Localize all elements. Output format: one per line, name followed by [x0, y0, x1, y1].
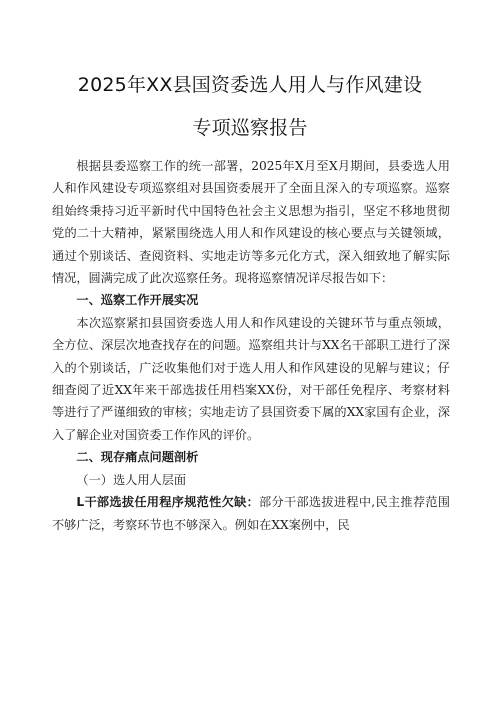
document-title-line-1: 2025年XX县国资委选人用人与作风建设: [77, 74, 423, 96]
item-1-paragraph: [52, 491, 450, 536]
item-1-lead: L干部选拔任用程序规范性欠缺：: [76, 495, 260, 510]
section-2-heading: 二、现存痛点问题剖析: [76, 450, 199, 465]
section-1-heading: 一、巡察工作开展实况: [76, 293, 199, 308]
item-1-text: 部分干部选拔进程中,民主推荐范围不够广泛，考察环节也不够深入。例如在XX案例中，民: [52, 495, 450, 532]
document-title-line-2: 专项巡察报告: [192, 117, 308, 139]
section-1-paragraph: 本次巡察紧扣县国资委选人用人和作风建设的关键环节与重点领域，全方位、深层次地查找存在的问题。巡察组共计与XX名干部职工进行了深入的个别谈话，广泛收集他们对于选人用人和作风建设的见解与建议；仔细查阅了近XX年来干部选拔任用档案XX份，对干部任免程序、考察材料等进行了严谨细致的审核；实地走访了县国资委下属的XX家国有企业，深入了解企业对国资委工作作风的评价。: [52, 315, 450, 442]
subsection-1-heading: （一）选人用人层面: [76, 472, 187, 487]
document-body: [52, 155, 450, 536]
intro-paragraph: 根据县委巡察工作的统一部署，2025年X月至X月期间，县委选人用人和作风建设专项巡察组对县国资委展开了全面且深入的专项巡察。巡察组始终秉持习近平新时代中国特色社会主义思想为指引，坚定不移地贯彻党的二十大精神，紧紧围绕选人用人和作风建设的核心要点与关键领域，通过个别谈话、查阅资料、实地走访等多元化方式，深入细致地了解实际情况，圆满完成了此次巡察任务。现将巡察情况详尽报告如下：: [52, 159, 450, 286]
